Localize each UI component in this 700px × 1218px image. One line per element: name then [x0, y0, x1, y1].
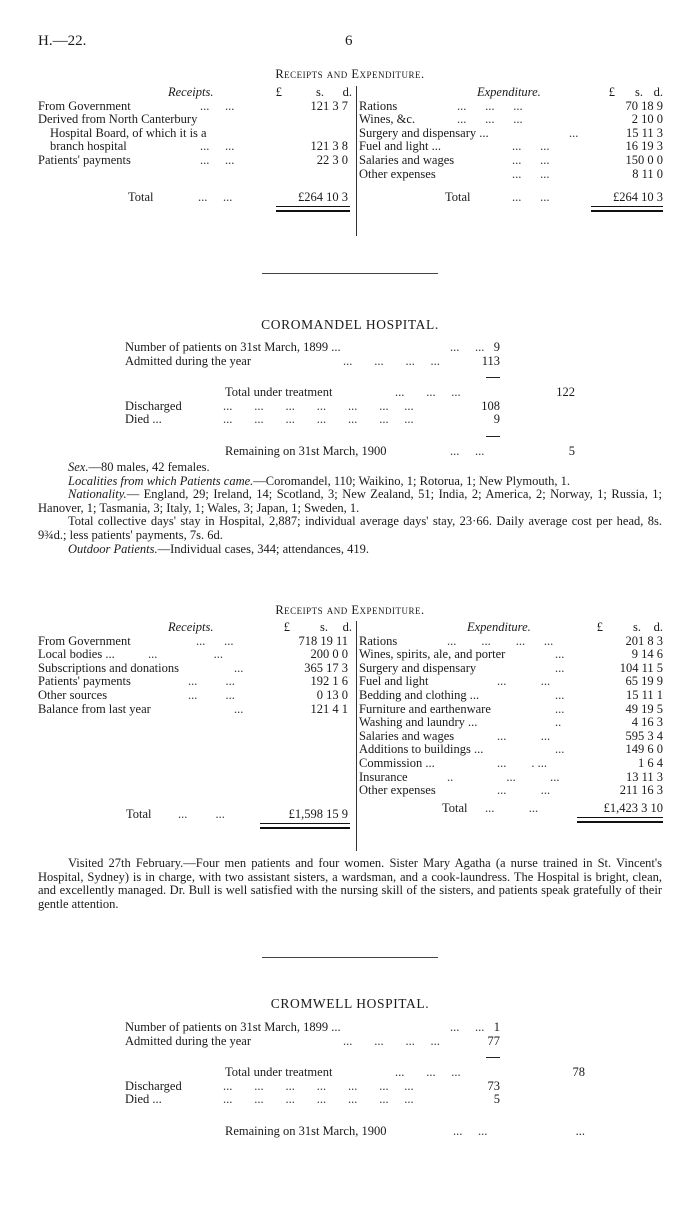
receipt-label: From Government [38, 633, 131, 648]
receipts-total: £264 10 3 [298, 190, 348, 205]
receipt-row [38, 703, 354, 717]
expenditure-label: Bedding and clothing ... [359, 687, 480, 702]
stat-label: Discharged [125, 398, 182, 413]
cromwell-title: CROMWELL HOSPITAL. [270, 996, 430, 1011]
col-shillings: s. [635, 85, 643, 99]
leader-dots: ... [234, 701, 244, 716]
expenditure-amount: 15 11 3 [625, 125, 663, 140]
expenditure-label: Salaries and wages [359, 152, 455, 167]
leader-dots: ... ... ... [457, 112, 523, 127]
col-pounds: £ [283, 620, 290, 634]
leader-dots: ... [555, 687, 565, 702]
total-label: Total [442, 800, 468, 815]
expenditure-label: Commission ... [359, 755, 435, 770]
receipts-heading: Receipts. [168, 620, 214, 634]
coromandel-stats [125, 341, 595, 459]
expenditure-amount: 9 14 6 [631, 647, 663, 662]
total-rule [276, 206, 350, 212]
leader-dots: ... ... ... ... ... ... ... [223, 412, 414, 427]
receipt-row [38, 635, 354, 649]
leader-dots: ... ... ... [395, 1065, 461, 1080]
stat-value: 9 [493, 340, 500, 354]
expenditure-amount: 595 3 4 [625, 728, 663, 743]
coromandel-accounts-table [38, 621, 662, 851]
localities-label: Localities from which Patients came. [68, 473, 254, 488]
accounts-title: Receipts and Expenditure. [275, 67, 425, 81]
first-accounts-table [38, 86, 662, 236]
receipt-row [38, 689, 354, 703]
receipts-heading: Receipts. [168, 85, 214, 99]
leader-dots: .. ... ... [447, 769, 560, 784]
expenditure-row [357, 675, 663, 689]
leader-dots: ... ... ... ... [343, 1033, 440, 1048]
expenditure-amount: 104 11 5 [619, 660, 663, 675]
stay-line: Total collective days' stay in Hospital, 2,887; individual average days' stay, 23·66. Daily average cost per head, 8s. 9¾d.; less patients' payments, 7s. 6d. [38, 514, 662, 542]
expenditure-row [357, 743, 663, 757]
receipt-label: Derived from North Canterbury [38, 112, 198, 127]
stat-row [125, 1021, 595, 1035]
leader-dots: ... [555, 647, 565, 662]
leader-dots: ... ... ... ... ... ... ... [223, 1078, 414, 1093]
leader-dots: ... ... [512, 166, 550, 181]
stat-row [125, 1035, 595, 1049]
leader-dots: .. [555, 715, 562, 730]
stat-total: ... [575, 1123, 585, 1138]
leader-dots: ... ... [450, 1020, 485, 1034]
leader-dots: ... ... [200, 139, 235, 154]
leader-dots: ... ... ... ... ... ... ... [223, 1092, 414, 1107]
total-rule [591, 206, 663, 212]
expenditure-row [357, 730, 663, 744]
expenditure-amount: 70 18 9 [625, 98, 663, 113]
expenditure-label: Additions to buildings ... [359, 742, 484, 757]
stat-row [125, 355, 595, 369]
sex-text: —80 males, 42 females. [88, 460, 210, 474]
stat-total: 78 [572, 1065, 585, 1080]
expenditure-label: Rations [359, 633, 398, 648]
receipts-total-row [38, 808, 354, 828]
section-divider [262, 273, 438, 274]
receipt-label: branch hospital [50, 139, 127, 154]
stat-label: Admitted during the year [125, 353, 252, 368]
leader-dots: ... ... [450, 340, 485, 354]
stat-value: 5 [493, 1092, 500, 1107]
expenditure-row [357, 703, 663, 717]
expenditure-label: Salaries and wages [359, 728, 455, 743]
col-shillings: s. [320, 620, 328, 634]
receipt-row [38, 154, 354, 168]
expenditure-amount: 150 0 0 [625, 152, 663, 167]
stat-value: 113 [481, 353, 500, 368]
expenditure-amount: 201 8 3 [625, 633, 663, 648]
stat-label: Remaining on 31st March, 1900 [225, 1123, 387, 1138]
stat-row [125, 400, 595, 414]
expenditure-amount: 4 16 3 [631, 715, 663, 730]
expenditure-label: Fuel and light ... [359, 139, 441, 154]
total-rule [577, 817, 663, 823]
stat-value: 1 [493, 1020, 500, 1034]
receipt-row [38, 140, 354, 154]
leader-dots: ... ... [512, 152, 550, 167]
receipt-amount: 121 4 1 [310, 701, 348, 716]
leader-dots: ... ... [188, 687, 235, 702]
leader-dots: ... . ... [497, 755, 547, 770]
receipt-label: Patients' payments [38, 674, 131, 689]
leader-dots: ... ... [450, 443, 485, 458]
expenditure-label: Wines, &c. [359, 112, 416, 127]
expenditure-amount: 8 11 0 [632, 166, 663, 181]
total-label: Total [445, 190, 471, 205]
leader-dots: ... [569, 125, 579, 140]
receipt-amount: 121 3 7 [310, 98, 348, 113]
stat-row [125, 1125, 595, 1139]
expenditure-row [357, 635, 663, 649]
expenditure-amount: 65 19 9 [625, 674, 663, 689]
expenditure-row [357, 127, 663, 141]
localities-line [38, 475, 662, 489]
leader-dots: ... ... [485, 800, 539, 815]
leader-dots: ... ... [196, 633, 234, 648]
receipt-amount: 22 3 0 [316, 152, 348, 167]
stat-label: Total under treatment [225, 385, 333, 400]
leader-dots: ... [555, 742, 565, 757]
expenditure-total: £264 10 3 [613, 190, 663, 205]
outdoor-line [38, 543, 662, 557]
expenditure-row [357, 757, 663, 771]
leader-dots: ... ... [148, 647, 223, 662]
expenditure-label: Other expenses [359, 783, 436, 798]
leader-dots: ... ... [512, 190, 550, 205]
col-pounds: £ [608, 85, 615, 99]
expenditure-amount: 49 19 5 [625, 701, 663, 716]
expenditure-amount: 149 6 0 [625, 742, 663, 757]
receipt-row [38, 113, 354, 127]
outdoor-text: —Individual cases, 344; attendances, 419. [157, 541, 369, 556]
receipt-amount: 192 1 6 [310, 674, 348, 689]
col-pounds: £ [275, 85, 282, 99]
col-shillings: s. [316, 85, 324, 99]
receipt-amount: 0 13 0 [316, 687, 348, 702]
receipt-label: Other sources [38, 687, 108, 702]
leader-dots: ... ... [453, 1123, 488, 1138]
expenditure-label: Surgery and dispensary [359, 660, 477, 675]
expenditure-label: Wines, spirits, ale, and porter [359, 647, 506, 662]
expenditure-total: £1,423 3 10 [603, 800, 663, 815]
leader-dots: ... ... [178, 806, 225, 821]
expenditure-label: Washing and laundry ... [359, 715, 478, 730]
outdoor-label: Outdoor Patients. [68, 541, 158, 556]
expenditure-row [357, 648, 663, 662]
report-reference: H.—22. [38, 33, 87, 49]
receipt-row [38, 662, 354, 676]
stat-label: Admitted during the year [125, 1033, 252, 1048]
expenditure-row [357, 140, 663, 154]
stat-value: 77 [487, 1033, 500, 1048]
expenditure-label: Fuel and light [359, 674, 429, 689]
cromwell-stats [125, 1021, 595, 1139]
expenditure-total-row [357, 802, 663, 822]
nationality-text: — England, 29; Ireland, 14; Scotland, 3; New Zealand, 51; India, 2; America, 2; Norway, 1; Russia, 1; Hanover, 1; Tasmania, 3; Italy, 1; Wales, 3; Japan, 1; Sweden, 1. [38, 487, 662, 515]
sum-rule [486, 436, 500, 437]
leader-dots: ... ... [497, 674, 551, 689]
stat-label: Number of patients on 31st March, 1899 ... [125, 340, 341, 354]
expenditure-heading: Expenditure. [477, 85, 541, 99]
sex-label: Sex. [68, 460, 89, 474]
stat-row [125, 386, 595, 400]
stat-label: Died ... [125, 412, 162, 427]
coromandel-details [38, 461, 662, 556]
leader-dots: ... ... [200, 98, 235, 113]
col-shillings: s. [633, 620, 641, 634]
expenditure-amount: 1 6 4 [638, 755, 663, 770]
localities-text: —Coromandel, 110; Waikino, 1; Rotorua, 1; New Plymouth, 1. [253, 473, 570, 488]
leader-dots: ... ... ... ... [343, 353, 440, 368]
receipt-label: From Government [38, 98, 131, 113]
leader-dots: ... ... ... ... ... ... ... [223, 398, 414, 413]
receipt-label: Local bodies ... [38, 647, 115, 662]
expenditure-row [357, 784, 663, 798]
col-pence: d. [342, 85, 352, 99]
stat-row [125, 341, 595, 355]
receipt-row [38, 100, 354, 114]
nationality-line [38, 488, 662, 515]
accounts-title: Receipts and Expenditure. [275, 603, 425, 617]
expenditure-row [357, 154, 663, 168]
stat-row [125, 1066, 595, 1080]
expenditure-amount: 16 19 3 [625, 139, 663, 154]
stat-label: Remaining on 31st March, 1900 [225, 443, 387, 458]
stat-row [125, 1093, 595, 1107]
leader-dots: ... ... [497, 728, 551, 743]
nationality-label: Nationality. [68, 487, 127, 502]
col-pence: d. [653, 620, 663, 634]
stat-row [125, 445, 595, 459]
stat-label: Died ... [125, 1092, 162, 1107]
total-rule [260, 823, 350, 829]
expenditure-amount: 211 16 3 [619, 783, 663, 798]
stat-total: 122 [556, 385, 575, 400]
expenditure-row [357, 771, 663, 785]
stat-label: Number of patients on 31st March, 1899 ... [125, 1020, 341, 1034]
receipts-column [38, 621, 354, 828]
sum-rule [486, 1057, 500, 1058]
expenditure-label: Furniture and earthenware [359, 701, 491, 716]
receipt-amount: 718 19 11 [298, 633, 348, 648]
stat-row [125, 413, 595, 427]
receipt-label: Hospital Board, of which it is a [50, 125, 207, 140]
expenditure-row [357, 113, 663, 127]
receipt-row [38, 648, 354, 662]
stat-label: Total under treatment [225, 1065, 333, 1080]
leader-dots: ... ... ... ... [447, 633, 554, 648]
stat-label: Discharged [125, 1078, 182, 1093]
total-label: Total [126, 806, 152, 821]
expenditure-row [357, 662, 663, 676]
stat-value: 108 [481, 398, 500, 413]
expenditure-label: Other expenses [359, 166, 436, 181]
receipts-total: £1,598 15 9 [288, 806, 348, 821]
expenditure-label: Insurance [359, 769, 408, 784]
coromandel-title: COROMANDEL HOSPITAL. [261, 317, 439, 332]
sex-line [38, 461, 662, 475]
expenditure-amount: 13 11 3 [625, 769, 663, 784]
sum-rule [486, 377, 500, 378]
receipt-amount: 365 17 3 [304, 660, 348, 675]
leader-dots: ... [555, 660, 565, 675]
receipt-row [38, 675, 354, 689]
receipt-amount: 200 0 0 [310, 647, 348, 662]
leader-dots: ... ... [497, 783, 551, 798]
expenditure-row [357, 168, 663, 182]
expenditure-amount: 2 10 0 [631, 112, 663, 127]
coromandel-visit-paragraph: Visited 27th February.—Four men patients and four women. Sister Mary Agatha (a nurse trained in St. Vincent's Hospital, Sydney) is in charge, with two assistant sisters, a wardsman, and a cook-laundress. The Hospital is bright, clean, and excellently managed. Dr. Bull is well satisfied with the nursing skill of the sisters, and patients speak gratefully of their gentle attention. [38, 856, 662, 911]
leader-dots: ... ... [198, 190, 233, 205]
stat-total: 5 [568, 443, 575, 458]
stat-value: 73 [487, 1078, 500, 1093]
expenditure-amount: 15 11 1 [625, 687, 663, 702]
expenditure-row [357, 689, 663, 703]
expenditure-row [357, 100, 663, 114]
expenditure-label: Surgery and dispensary ... [359, 125, 489, 140]
receipt-label: Patients' payments [38, 152, 131, 167]
expenditure-row [357, 716, 663, 730]
col-pounds: £ [596, 620, 603, 634]
leader-dots: ... [234, 660, 244, 675]
col-pence: d. [342, 620, 352, 634]
total-label: Total [128, 190, 154, 205]
expenditure-column [356, 86, 663, 236]
receipts-column [38, 86, 354, 211]
expenditure-column [356, 621, 663, 851]
expenditure-label: Rations [359, 98, 398, 113]
leader-dots: ... ... [512, 139, 550, 154]
leader-dots: ... [555, 701, 565, 716]
leader-dots: ... ... ... [395, 385, 461, 400]
expenditure-total-row [357, 191, 663, 211]
stat-row [125, 1080, 595, 1094]
page-number: 6 [345, 33, 353, 49]
receipts-total-row [38, 191, 354, 211]
stat-value: 9 [493, 412, 500, 427]
receipt-label: Subscriptions and donations [38, 660, 179, 675]
receipt-amount: 121 3 8 [310, 139, 348, 154]
leader-dots: ... ... [200, 152, 235, 167]
receipt-row [38, 127, 354, 141]
leader-dots: ... ... ... [457, 98, 523, 113]
leader-dots: ... ... [188, 674, 235, 689]
section-divider [262, 957, 438, 958]
col-pence: d. [653, 85, 663, 99]
receipt-label: Balance from last year [38, 701, 151, 716]
expenditure-heading: Expenditure. [467, 620, 531, 634]
